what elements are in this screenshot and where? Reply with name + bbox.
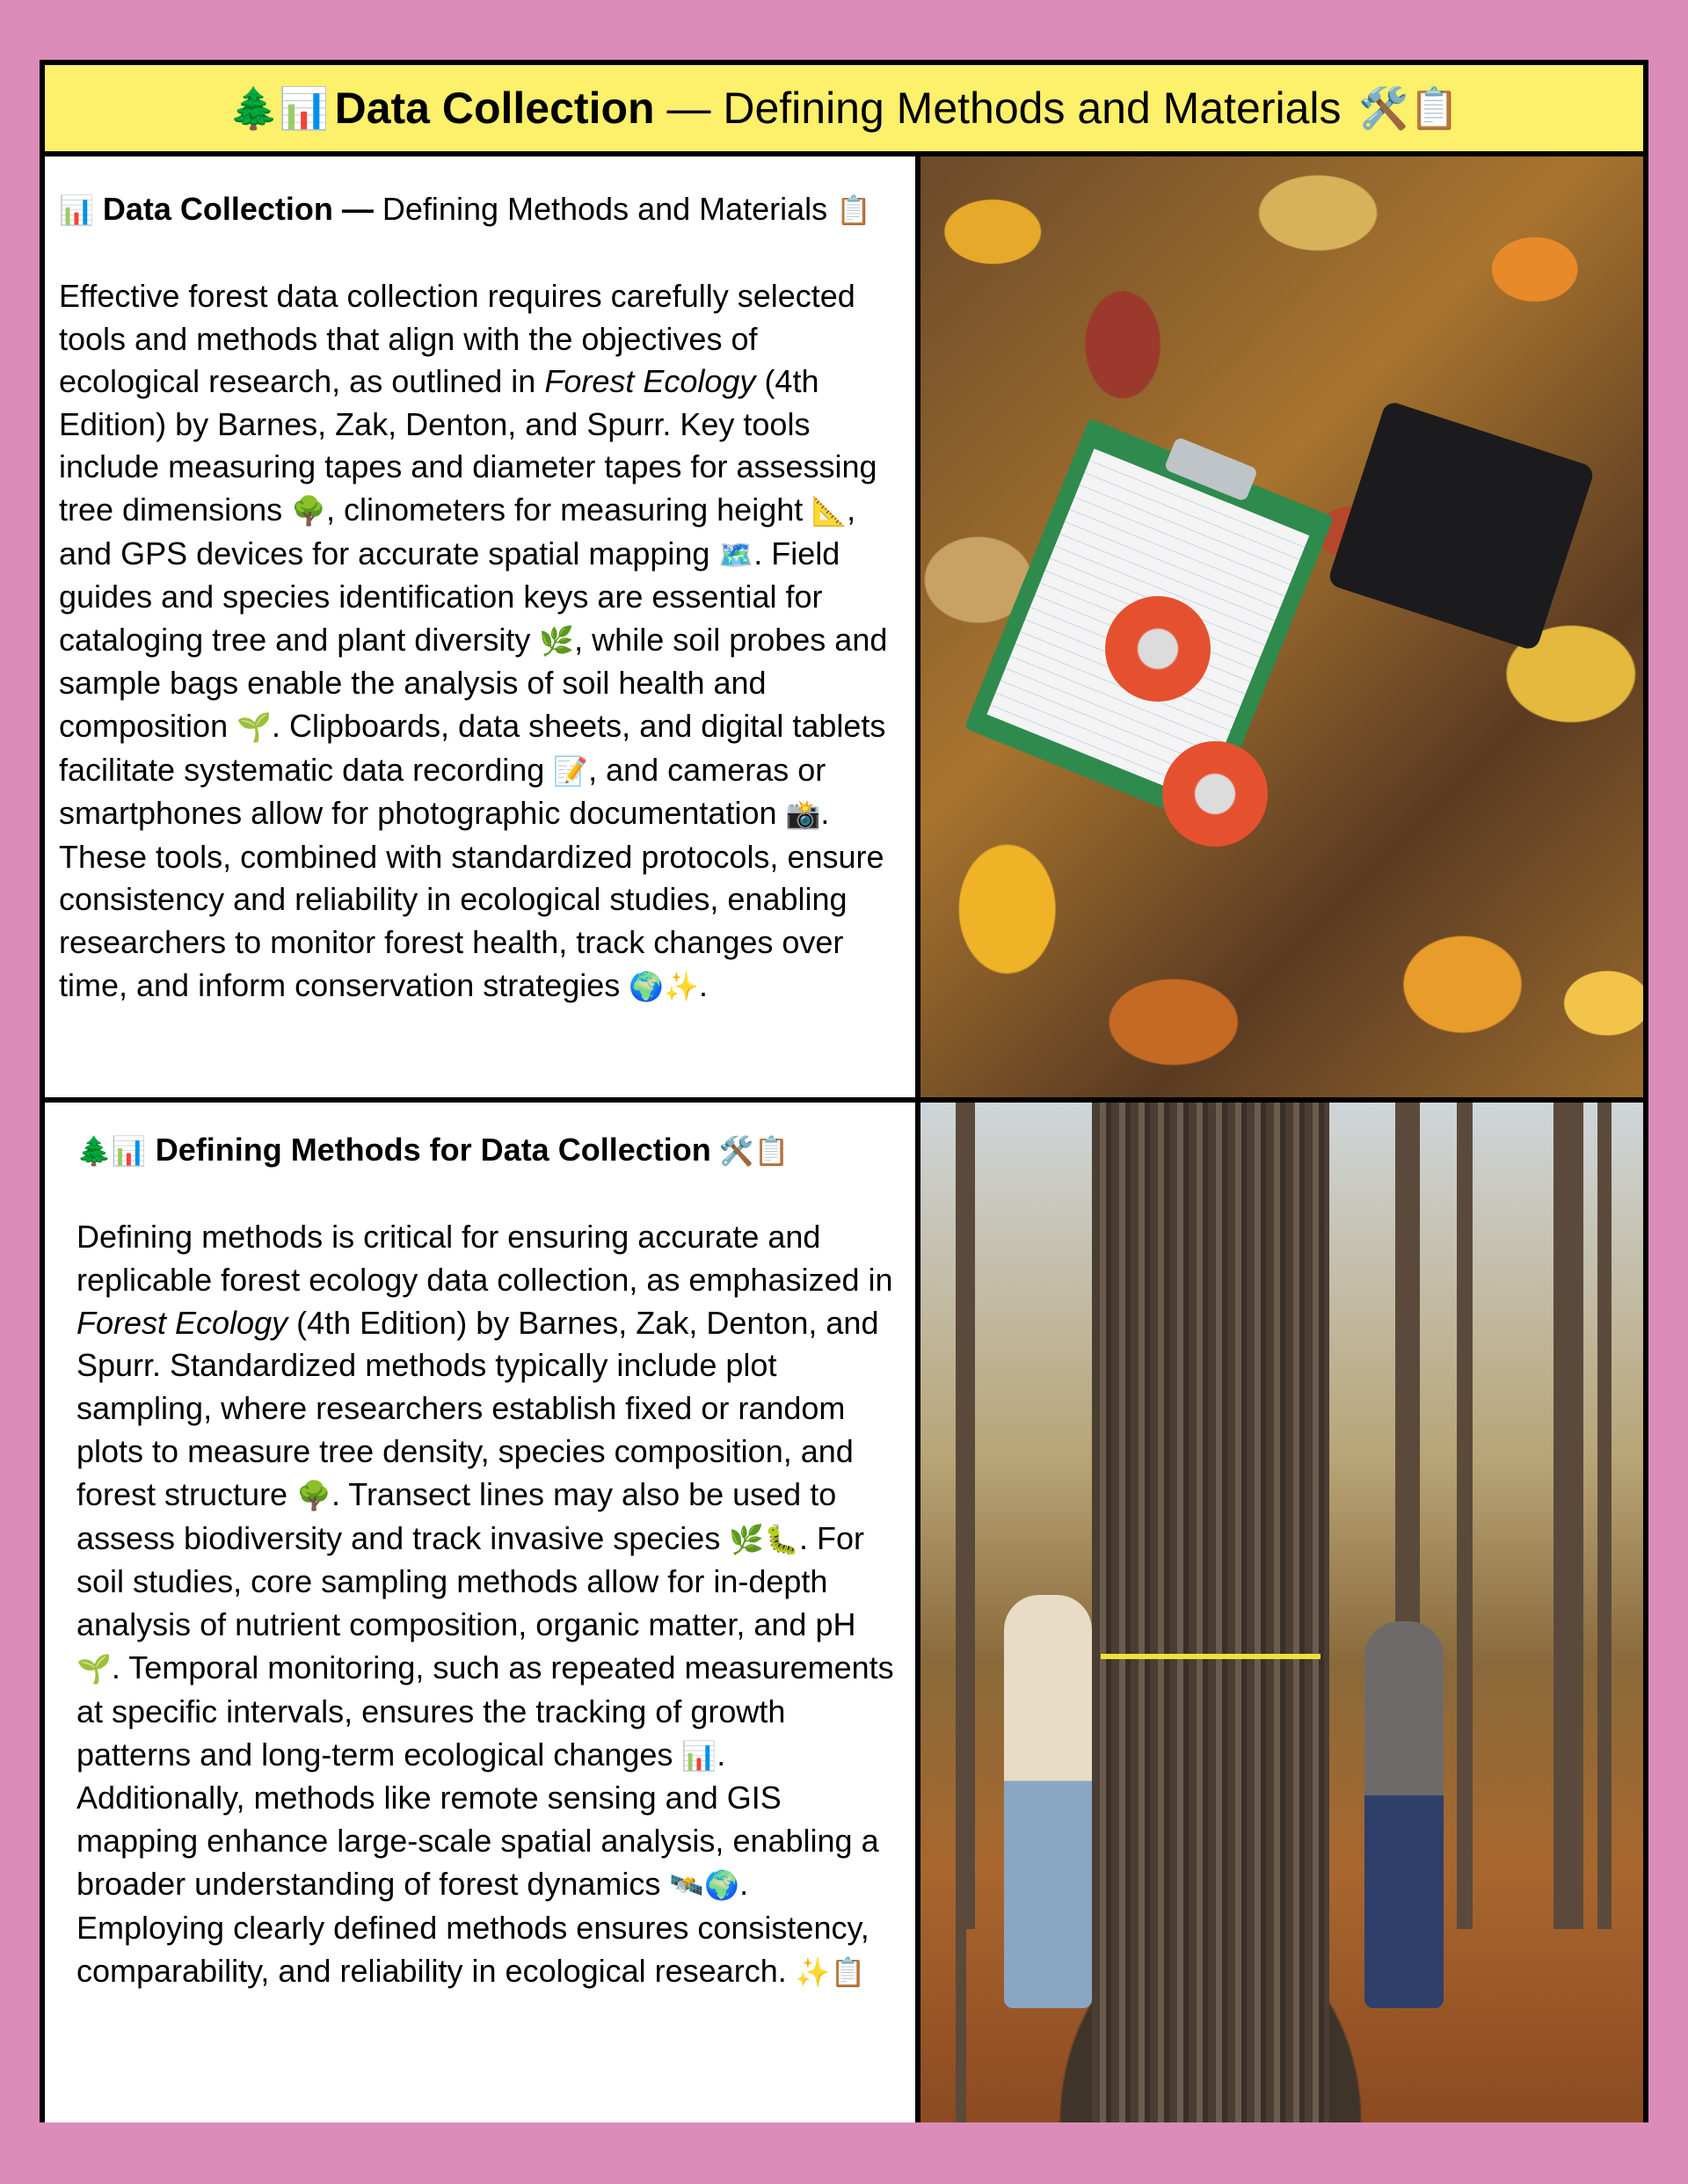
row-methods <box>45 1103 1643 2122</box>
text-run: (4th Edition) by Barnes, Zak, Denton, and Spurr. Key tools include measuring tapes and diameter tapes for assessing tree dimensions <box>59 363 877 528</box>
text-run: , and cameras or smartphones allow for photographic documentation <box>59 751 826 832</box>
diameter-tape <box>1101 1654 1321 1659</box>
bar-chart-icon: 📊 <box>59 194 94 226</box>
tools-clipboard-icon: 🛠️📋 <box>1358 84 1459 131</box>
text-run: , and GPS devices for accurate spatial mapping <box>59 491 856 571</box>
text-run: . Additionally, methods like remote sensing and GIS mapping enhance large-scale spatial analysis, enabling a broader understanding of forest dynamics <box>76 1736 879 1902</box>
book-title: Forest Ecology <box>544 363 756 400</box>
text-run: . Employing clearly defined methods ensures consistency, comparability, and reliability in ecological research. <box>76 1865 869 1989</box>
ruler-triangle-icon: 📐 <box>811 494 848 527</box>
text-run: Defining methods is critical for ensuring accurate and replicable forest ecology data collection, as emphasized in <box>76 1219 893 1298</box>
map-icon: 🗺️ <box>718 538 754 571</box>
materials-heading-rest: Defining Methods and Materials <box>373 191 837 227</box>
text-run: . Clipboards, data sheets, and digital tablets facilitate systematic data recording <box>59 707 886 788</box>
text-run: . For soil studies, core sampling methods allow for in-depth analysis of nutrient composition, organic matter, and pH <box>76 1519 865 1643</box>
background-trunk <box>1553 1103 1583 1929</box>
large-tree-trunk <box>1092 1103 1329 2122</box>
measuring-tape-reel <box>1162 741 1268 847</box>
instrument-bag <box>1327 400 1596 652</box>
methods-text-panel <box>45 1103 915 2122</box>
herb-bug-icon: 🌿🐛 <box>729 1523 800 1555</box>
book-title: Forest Ecology <box>76 1304 288 1341</box>
globe-sparkles-icon: 🌍✨ <box>629 970 699 1002</box>
tools-clipboard-icon: 🛠️📋 <box>710 1135 789 1167</box>
satellite-globe-icon: 🛰️🌍 <box>669 1868 740 1901</box>
methods-heading-bold: Defining Methods for Data Collection <box>155 1132 711 1168</box>
sparkles-clipboard-icon: ✨📋 <box>795 1955 866 1988</box>
field-tools-photo <box>920 157 1643 1097</box>
materials-heading-bold: Data Collection — <box>102 191 374 227</box>
methods-paragraph <box>76 1216 898 1993</box>
tree-chart-icon: 🌲📊 <box>229 84 330 131</box>
page-title <box>45 65 1643 151</box>
text-run: . Temporal monitoring, such as repeated measurements at specific intervals, ensures the tracking of growth patterns and long-term ecological changes <box>76 1649 894 1773</box>
text-run: Effective forest data collection requires carefully selected tools and methods that align with the objectives of ecological research, as outlined in <box>59 278 855 400</box>
tree-measurement-photo <box>920 1103 1643 2122</box>
tree-icon: 🌳 <box>296 1479 331 1511</box>
text-run: (4th Edition) by Barnes, Zak, Denton, and Spurr. Standardized methods typically include plot sampling, where researchers establish fixed or random plots to measure tree density, species composition, and forest structure <box>76 1304 879 1512</box>
tree-chart-icon: 🌲📊 <box>76 1135 147 1167</box>
text-run: , clinometers for measuring height <box>325 491 812 528</box>
page-title-bold: Data Collection <box>334 84 655 133</box>
camera-icon: 📸 <box>785 798 821 831</box>
poster-frame <box>40 60 1648 2122</box>
materials-heading <box>59 188 898 231</box>
background-trunk <box>956 1103 975 1929</box>
background-trunk <box>1597 1103 1612 1929</box>
bar-chart-icon: 📊 <box>681 1739 717 1772</box>
materials-text-panel <box>45 157 915 1097</box>
researcher-right <box>1364 1621 1444 2008</box>
tree-icon: 🌳 <box>291 494 326 527</box>
background-trunk <box>1457 1103 1473 1929</box>
text-run: . Transect lines may also be used to assess biodiversity and track invasive species <box>76 1475 837 1556</box>
text-run: . Field guides and species identification keys are essential for cataloging tree and plant diversity <box>59 535 840 658</box>
seedling-icon: 🌱 <box>236 710 272 743</box>
materials-paragraph <box>59 275 898 1008</box>
text-run: , while soil probes and sample bags enable the analysis of soil health and composition <box>59 621 888 744</box>
page-title-rest: — Defining Methods and Materials <box>654 84 1354 133</box>
seedling-icon: 🌱 <box>76 1652 112 1685</box>
researcher-left <box>1004 1595 1092 2008</box>
herb-icon: 🌿 <box>539 624 575 657</box>
text-run: . <box>699 966 709 1003</box>
memo-icon: 📝 <box>553 754 589 787</box>
clipboard-icon: 📋 <box>836 194 872 226</box>
methods-heading <box>76 1129 898 1172</box>
text-run: . These tools, combined with standardized protocols, ensure consistency and reliability in ecological studies, enabling researchers to monitor forest health, track changes over time, and inform conservation strategies <box>59 795 884 1003</box>
measuring-tape-reel <box>1105 596 1211 702</box>
row-materials <box>45 157 1643 1097</box>
